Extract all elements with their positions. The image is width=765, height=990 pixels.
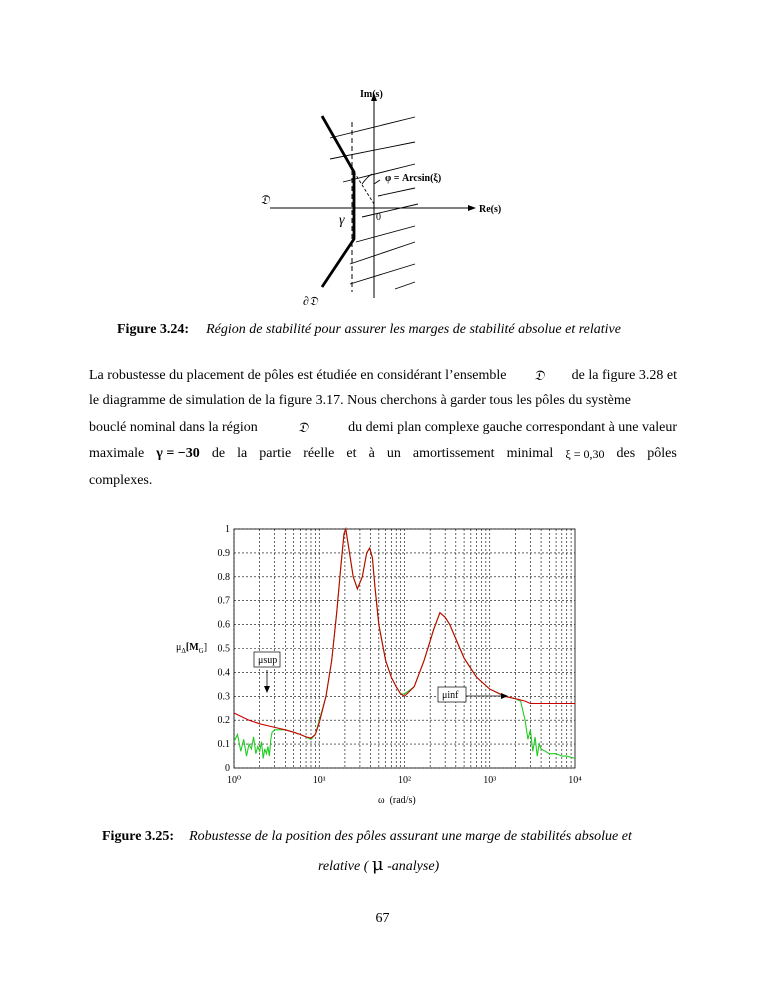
mu-analysis-chart: [170, 520, 590, 810]
boundary-curve: [322, 116, 354, 287]
y-tick-label: 0.3: [217, 691, 230, 703]
figure-3-25-text-1: Robustesse de la position des pôles assurant une marge de stabilités absolue et: [189, 829, 632, 844]
x-tick-label: 10¹: [312, 775, 326, 786]
boundary-label: ∂𝔇: [303, 294, 318, 308]
page-number: 67: [375, 911, 390, 926]
paragraph-line-5: complexes.: [89, 473, 153, 488]
x-tick-label: 10⁴: [568, 775, 582, 786]
mu-inf-label: μinf: [442, 690, 459, 701]
paragraph-line-3: bouclé nominal dans la région 𝔇 du demi plan complexe gauche correspondant à une valeur: [89, 420, 677, 436]
figure-3-25-caption-line-2: relative ( μ -analyse): [318, 854, 440, 875]
x-tick-label: 10⁰: [226, 775, 242, 786]
figure-3-24-label: Figure 3.24:: [117, 322, 190, 337]
im-axis-label: Im(s): [360, 89, 383, 100]
re-axis-label: Re(s): [479, 204, 502, 215]
re-axis-arrow: [468, 205, 476, 211]
x-tick-label: 10³: [483, 775, 497, 786]
paragraph-line-1: La robustesse du placement de pôles est étudiée en considérant l’ensemble 𝔇 de la figure 3.28 et: [89, 368, 677, 384]
angle-arrow: [374, 180, 380, 184]
y-tick-label: 0: [225, 763, 230, 774]
region-label: 𝔇: [260, 192, 270, 207]
y-tick-label: 0.9: [217, 547, 230, 559]
x-tick-label: 10²: [398, 775, 411, 786]
x-tick-labels: [227, 775, 582, 786]
figure-3-25-caption: [102, 829, 632, 845]
mu-sup-annotation: [254, 652, 280, 693]
y-tick-label: 0.8: [217, 571, 230, 583]
figure-3-24-text: Région de stabilité pour assurer les marges de stabilité absolue et relative: [206, 322, 621, 337]
paragraph-line-4: maximale γ = −30 de la partie réelle et à un amortissement minimal ξ = 0,30 des pôles: [89, 446, 677, 461]
y-tick-label: 0.7: [217, 595, 230, 607]
paragraph-line-2: le diagramme de simulation de la figure 3.17. Nous cherchons à garder tous les pôles du système: [89, 393, 631, 408]
grid: [234, 529, 575, 768]
figure-3-25-label: Figure 3.25:: [102, 829, 175, 844]
figure-3-24-caption: [117, 322, 621, 338]
mu-sup-label: μsup: [258, 655, 278, 666]
y-tick-label: 0.1: [217, 739, 230, 751]
gamma-label: γ: [339, 213, 345, 228]
y-tick-label: 0.5: [217, 643, 230, 655]
y-tick-label: 0.6: [217, 619, 230, 631]
stability-region-diagram: [250, 84, 510, 314]
angle-label: φ = Arcsin(ξ): [385, 173, 442, 184]
series-line-mu-inf: [234, 529, 575, 758]
y-tick-label: 1: [225, 524, 230, 535]
y-tick-label: 0.4: [217, 667, 230, 679]
y-tick-labels: [218, 524, 231, 774]
series: [234, 529, 575, 758]
x-axis-label: ω (rad/s): [378, 795, 416, 806]
origin-label: 0: [376, 212, 381, 223]
y-axis-label: $\mu_\Delta[M_G]$: [176, 642, 208, 655]
y-tick-label: 0.2: [217, 715, 230, 727]
mu-inf-annotation: [438, 687, 508, 702]
